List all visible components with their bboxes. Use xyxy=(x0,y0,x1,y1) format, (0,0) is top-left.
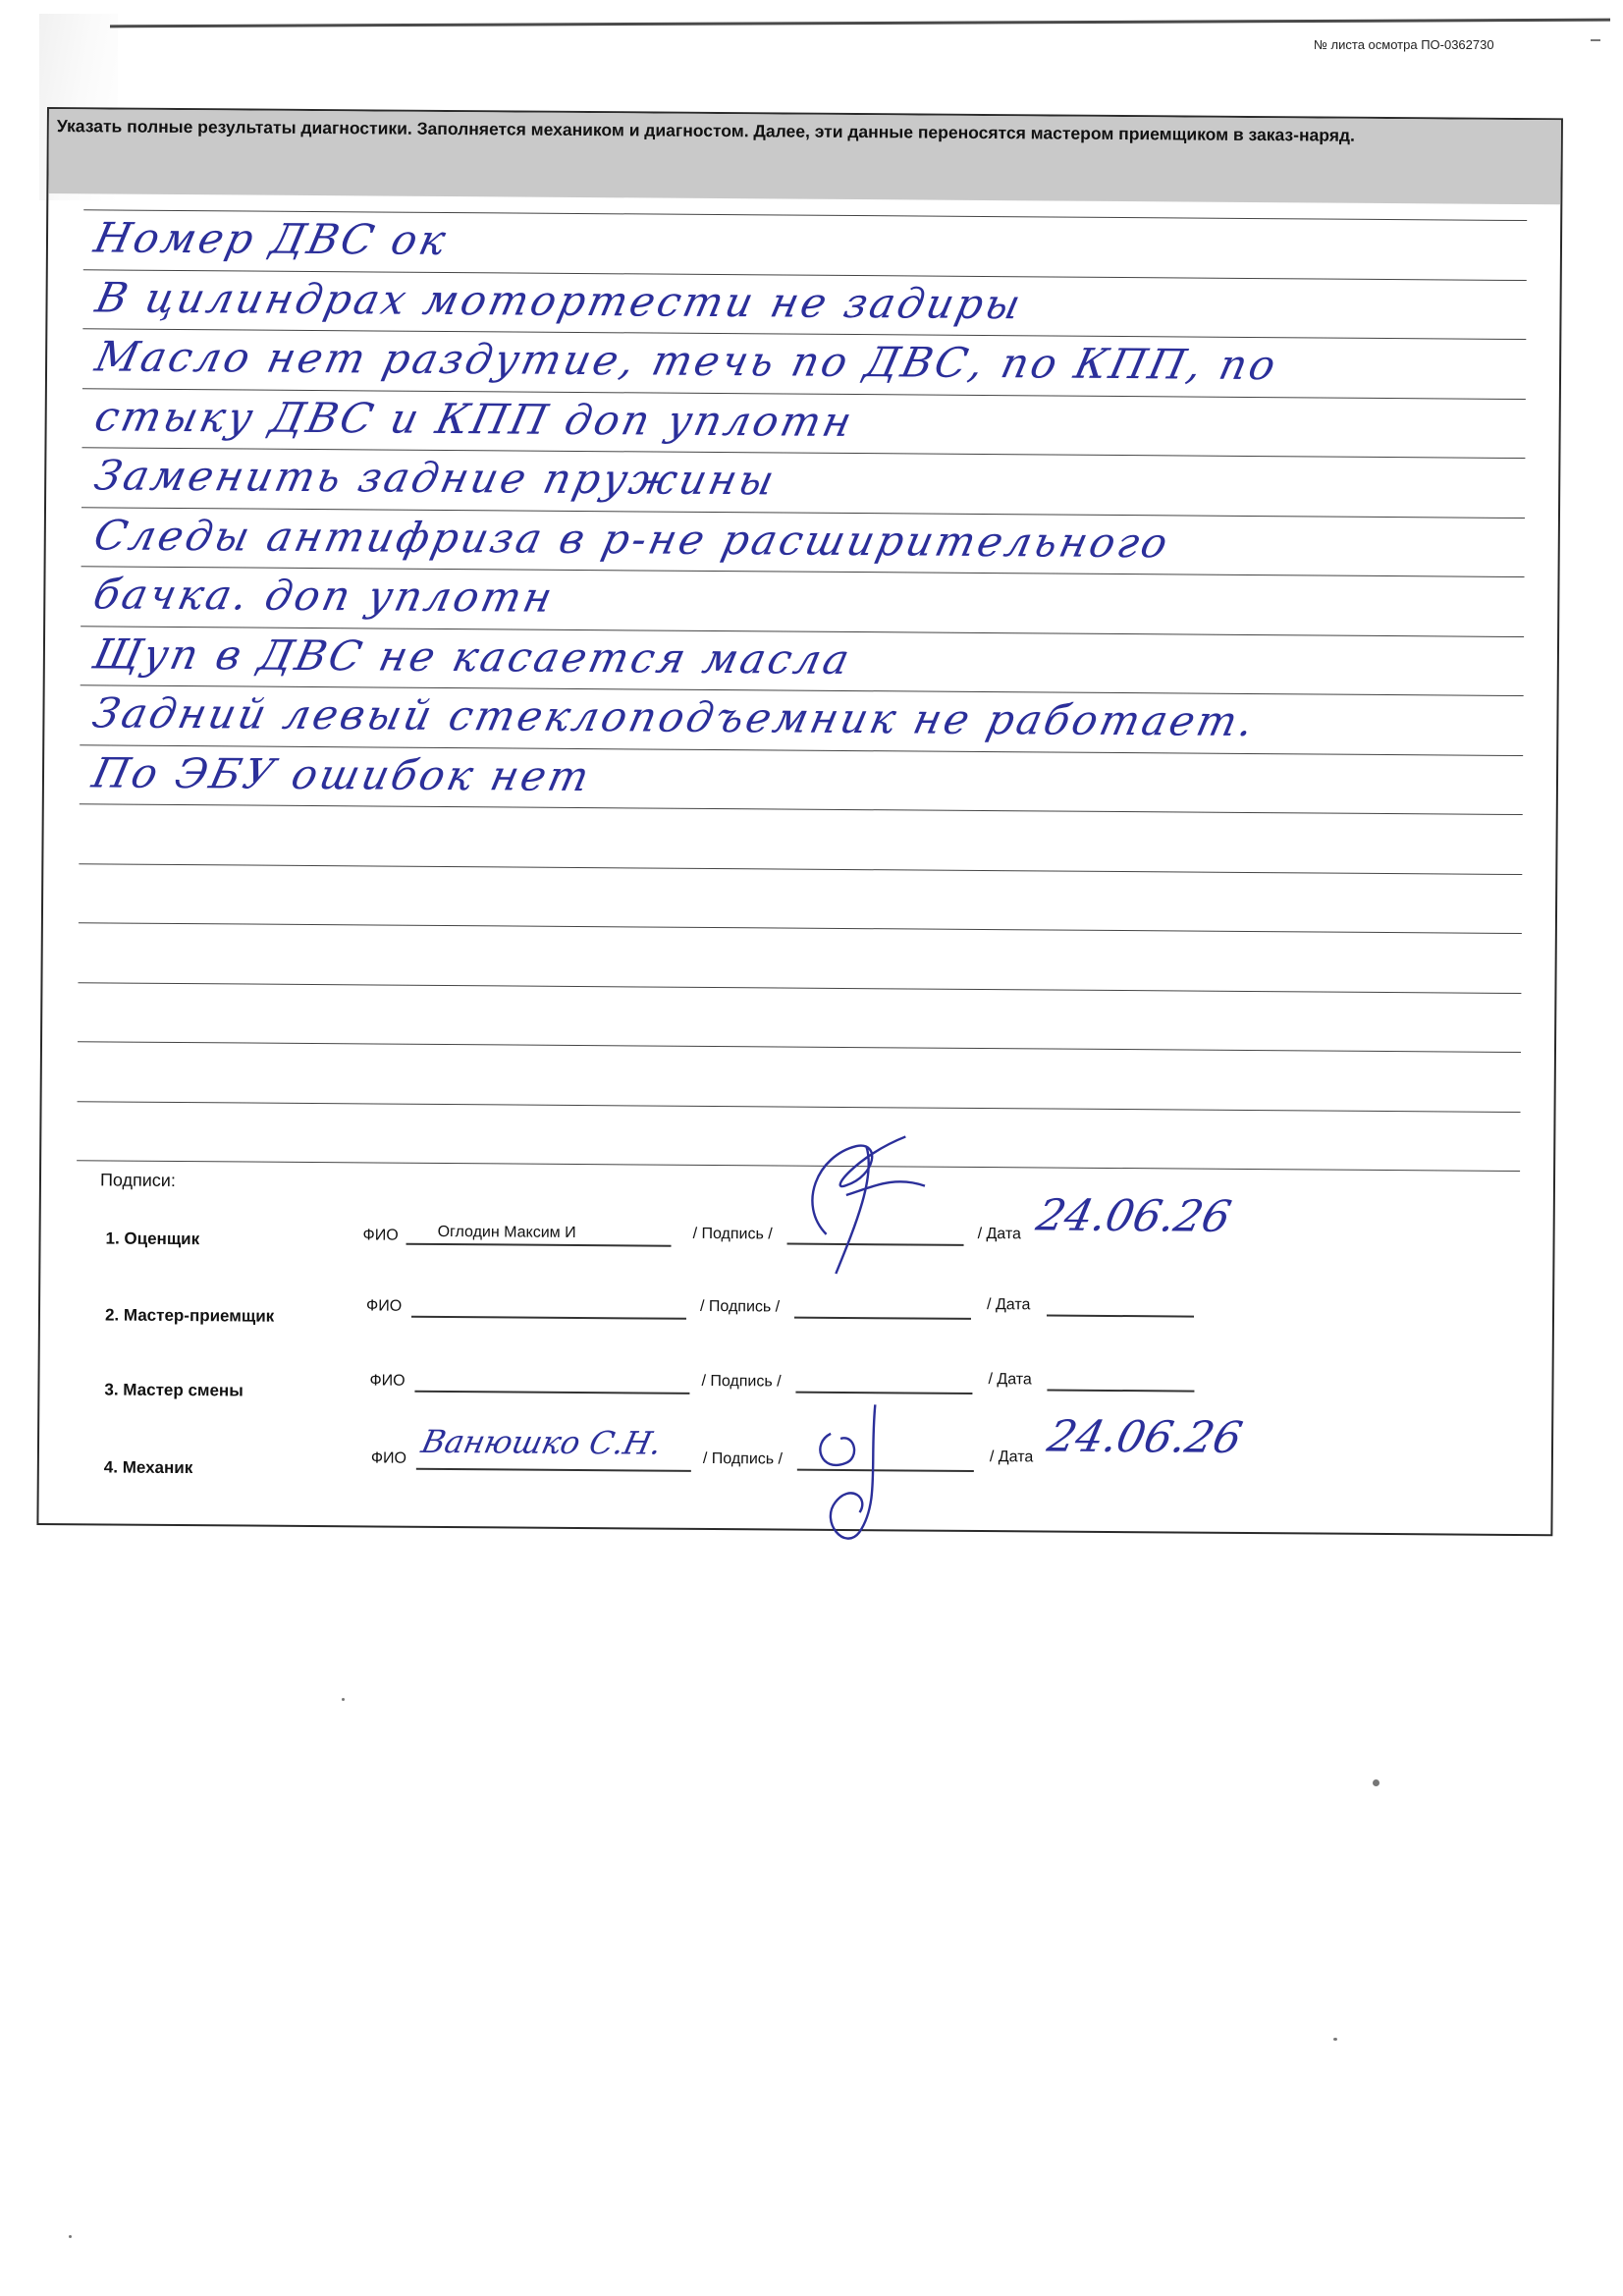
scan-speck xyxy=(69,2235,72,2238)
appraiser-signature-mark xyxy=(786,1117,935,1285)
diagnostics-form xyxy=(36,107,1563,1536)
scan-top-edge xyxy=(110,19,1610,28)
date-label: / Дата xyxy=(988,1371,1032,1389)
diagnostic-entry: стыку ДВС и КПП доп уплотн xyxy=(90,391,859,446)
fio-label: ФИО xyxy=(362,1227,399,1244)
diagnostic-entry: Номер ДВС ок xyxy=(89,213,454,264)
signature-row-mechanic xyxy=(98,1411,1276,1505)
diagnostic-entry: По ЭБУ ошибок нет xyxy=(87,747,597,800)
fio-field[interactable] xyxy=(411,1316,686,1320)
diagnostic-entry: В цилиндрах мотортести не задиры xyxy=(91,272,1028,328)
fio-value: Оглодин Максим И xyxy=(437,1223,576,1241)
fio-label: ФИО xyxy=(369,1372,406,1390)
signatures-section xyxy=(97,1170,1377,1533)
signature-label: / Подпись / xyxy=(700,1297,781,1316)
instruction-text: Указать полные результаты диагностики. Заполняется механиком и диагностом. Далее, эти данные переносятся мастером приемщиком в заказ-наряд. xyxy=(56,116,1356,145)
scan-speck xyxy=(342,1698,345,1701)
scan-speck xyxy=(1373,1779,1380,1786)
date-field[interactable] xyxy=(1047,1314,1194,1317)
diagnostic-entry: Заменить задние пружины xyxy=(89,451,782,505)
diagnostic-entry: Следы антифриза в р-не расширительного xyxy=(89,510,1175,567)
inspection-sheet-number: № листа осмотра ПО-0362730 xyxy=(1314,37,1494,52)
date-value: 24.06.26 xyxy=(1032,1190,1236,1242)
signature-label: / Подпись / xyxy=(692,1225,773,1243)
date-field[interactable] xyxy=(1047,1390,1194,1393)
signature-row-appraiser xyxy=(99,1190,1277,1277)
diagnostic-entry: бачка. доп уплотн xyxy=(88,570,560,622)
role-label: 4. Механик xyxy=(103,1457,193,1478)
signature-field[interactable] xyxy=(795,1392,972,1394)
role-label: 1. Оценщик xyxy=(105,1229,200,1249)
date-label: / Дата xyxy=(977,1225,1022,1243)
signatures-heading: Подписи: xyxy=(99,1170,176,1190)
date-value: 24.06.26 xyxy=(1043,1411,1247,1463)
signature-label: / Подпись / xyxy=(702,1449,784,1468)
diagnostic-entry: Задний левый стеклоподъемник не работает. xyxy=(88,688,1262,745)
fio-field[interactable] xyxy=(414,1391,689,1394)
fio-value: Ванюшко С.Н. xyxy=(417,1422,666,1462)
signature-row-reception-master xyxy=(99,1296,1277,1353)
date-label: / Дата xyxy=(987,1296,1031,1314)
signature-field[interactable] xyxy=(794,1317,971,1320)
instruction-band xyxy=(48,109,1561,204)
fio-label: ФИО xyxy=(370,1449,407,1467)
diagnostic-entries xyxy=(77,209,1527,1222)
fio-field[interactable] xyxy=(406,1243,672,1246)
fio-field[interactable] xyxy=(416,1468,691,1472)
fio-label: ФИО xyxy=(365,1297,403,1315)
role-label: 2. Мастер-приемщик xyxy=(104,1305,275,1326)
role-label: 3. Мастер смены xyxy=(104,1380,243,1400)
scan-speck xyxy=(1333,2038,1337,2041)
signature-label: / Подпись / xyxy=(701,1372,782,1391)
scan-speck xyxy=(1591,39,1600,41)
mechanic-signature-mark xyxy=(800,1404,929,1562)
diagnostic-entry: Масло нет раздутие, течь по ДВС, по КПП, по xyxy=(90,332,1283,390)
diagnostic-entry: Щуп в ДВС не касается масла xyxy=(88,629,857,683)
date-label: / Дата xyxy=(989,1449,1034,1466)
